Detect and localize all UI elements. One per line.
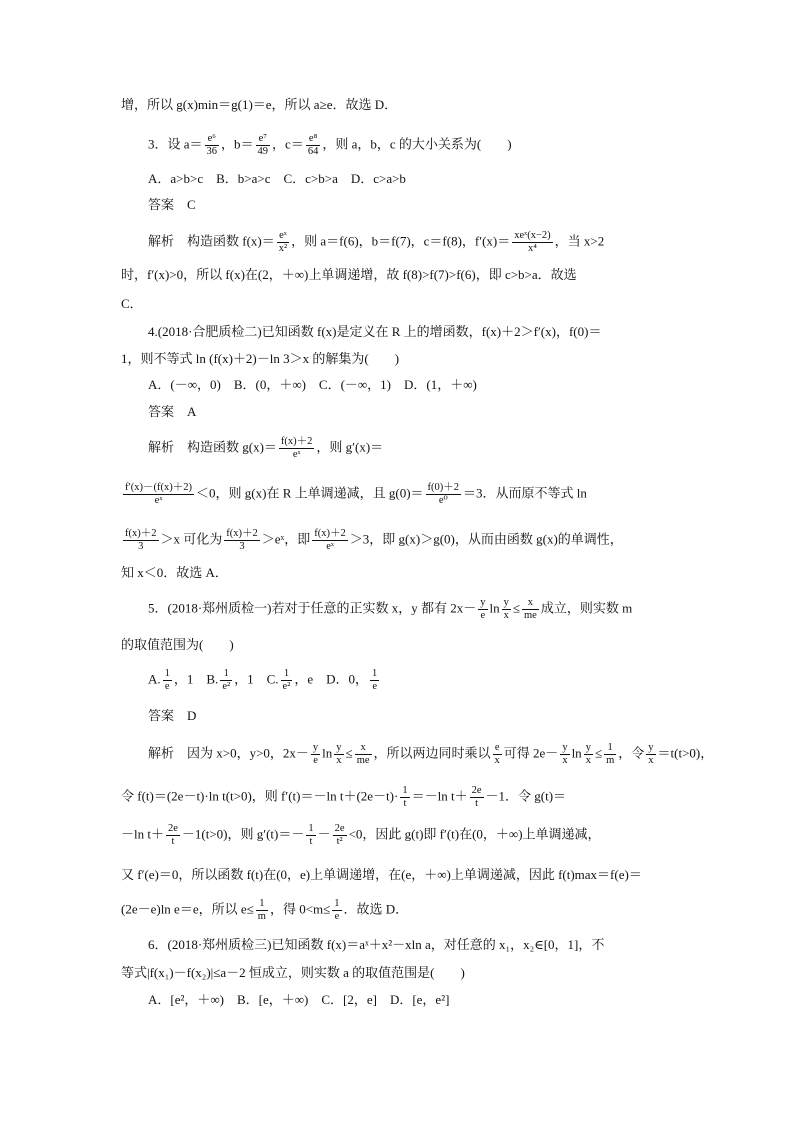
sol-text: 令 f(t)＝(2e－t)·ln t(t>0)，则 f′(t)＝－ln t＋(2e－t)· [121, 788, 399, 804]
question-3-solution-line3: C． [121, 296, 143, 311]
text-line-conclusion: 增，所以 g(x)min＝g(1)＝e，所以 a≥e．故选 D． [121, 97, 398, 112]
fraction [478, 597, 487, 622]
frac-num: x [355, 742, 372, 755]
question-4-solution-line1 [148, 436, 383, 461]
frac-den: me [524, 610, 537, 621]
question-4-solution-line3 [121, 528, 623, 553]
frac-num: 1 [604, 742, 616, 755]
fraction [522, 597, 539, 622]
frac-den: e² [282, 681, 291, 692]
sol-text: 解析 构造函数 g(x)＝ [148, 439, 277, 455]
frac-num: e⁸ [306, 133, 321, 146]
frac-den: e [334, 911, 340, 922]
frac-den: t² [336, 836, 343, 847]
frac-den: eˣ [292, 449, 301, 460]
sol-text: － [317, 826, 331, 842]
q3-stem-tail: ，则 a，b，c 的大小关系为( ) [322, 136, 512, 152]
frac-den: 36 [206, 146, 218, 157]
fraction [334, 742, 343, 767]
question-4-stem-line2: 1，则不等式 ln (f(x)＋2)－ln 3＞x 的解集为( ) [121, 351, 400, 366]
fraction [220, 668, 232, 693]
question-3-stem [148, 133, 512, 158]
frac-num: y [648, 742, 654, 753]
fraction [470, 785, 484, 810]
question-6-stem-line2: 等式|f(x₁)－f(x₂)|≤a－2 恒成立，则实数 a 的取值范围是( ) [121, 965, 465, 980]
frac-num: 1 [372, 668, 378, 679]
frac-num: 1 [334, 898, 340, 909]
question-3-answer: 答案 C [148, 197, 196, 212]
fraction [123, 482, 194, 507]
fraction [166, 823, 180, 848]
frac-num: f(x)＋2 [125, 528, 157, 539]
opt-text: ，1 C. [234, 671, 279, 687]
question-4-answer: 答案 A [148, 404, 197, 419]
question-3-solution-line2: 时，f′(x)>0，所以 f(x)在(2，＋∞)上单调递增，故 f(8)>f(7)>f(6)，即 c>b>a．故选 [121, 267, 577, 282]
fraction-b [256, 133, 271, 158]
fraction [512, 230, 552, 255]
sol-text: ，则 g′(x)＝ [316, 439, 384, 455]
sol-text: －1．令 g(t)＝ [485, 788, 567, 804]
frac-num: f′(x)－(f(x)＋2) [125, 482, 193, 493]
question-5-answer: 答案 D [148, 708, 197, 723]
sol-text: －ln t＋ [121, 826, 164, 842]
sol-text: ＞x 可化为 [160, 531, 223, 547]
sol-text: ＞eˣ，即 [261, 531, 311, 547]
frac-num: 1 [308, 823, 314, 834]
frac-den: e⁰ [438, 495, 448, 506]
stem-text: 5．(2018·郑州质检一)若对于任意的正实数 x，y 都有 2x－ [148, 600, 477, 616]
fraction [333, 823, 347, 848]
frac-den: 64 [307, 146, 319, 157]
frac-num: f(x)＋2 [280, 436, 313, 447]
fraction [277, 230, 289, 255]
frac-num: e⁷ [256, 133, 271, 146]
fraction [584, 742, 593, 767]
frac-num: 1 [281, 668, 293, 681]
frac-den: eˣ [326, 541, 334, 552]
question-5-solution-line4: 又 f′(e)＝0，所以函数 f(t)在(0，e)上单调递增，在(e，＋∞)上单调递减，因此 f(t)max＝f(e)＝ [121, 867, 642, 882]
frac-den: e [372, 681, 377, 692]
sol-text: 解析 因为 x>0，y>0，2x－ [148, 745, 309, 761]
question-6-stem-line1: 6．(2018·郑州质检三)已知函数 f(x)＝aˣ＋x²－xln a，对任意的 x₁，x₂∈[0，1]，不 [148, 937, 605, 952]
frac-den: x [503, 610, 509, 621]
frac-num: e⁶ [205, 133, 220, 146]
q3-stem-a: 3．设 a＝ [148, 136, 203, 152]
stem-text: ln [489, 600, 500, 616]
fraction [370, 668, 379, 693]
frac-den: e² [222, 681, 231, 692]
fraction [493, 742, 502, 767]
frac-num: eˣ [277, 230, 289, 243]
frac-den: 3 [239, 541, 245, 552]
sol-text: ＞3，即 g(x)＞g(0)，从而由函数 g(x)的单调性， [349, 531, 623, 547]
sol-text: ＝－ln t＋ [411, 788, 468, 804]
fraction [306, 823, 315, 848]
frac-den: x [562, 755, 568, 766]
frac-num: y [336, 742, 342, 753]
question-4-solution-line4: 知 x＜0．故选 A． [121, 565, 228, 580]
frac-den: x [336, 755, 342, 766]
fraction [312, 528, 348, 553]
fraction-c [306, 133, 321, 158]
sol-text: ≤ [594, 745, 603, 761]
frac-num: y [562, 742, 568, 753]
frac-num: 2e [471, 785, 482, 796]
question-4-solution-line2 [121, 482, 587, 507]
frac-num: f(x)＋2 [226, 528, 258, 539]
frac-num: e [493, 742, 502, 755]
frac-num: 1 [164, 668, 170, 679]
frac-den: m [257, 911, 266, 922]
sol-text: ，所以两边同时乘以 [373, 745, 491, 761]
opt-text: ，e D．0， [294, 671, 369, 687]
question-5-solution-line3 [121, 823, 601, 848]
fraction [163, 668, 172, 693]
fraction [311, 742, 320, 767]
frac-num: xeˣ(x−2) [514, 230, 551, 241]
frac-den: me [356, 755, 370, 766]
question-5-solution-line5 [121, 898, 408, 923]
fraction [400, 785, 409, 810]
question-5-stem-line1 [148, 597, 632, 622]
frac-den: x⁴ [527, 243, 537, 254]
sol-text: <0，因此 g(t)即 f′(t)在(0，＋∞)上单调递减， [348, 826, 601, 842]
frac-den: 3 [138, 541, 144, 552]
frac-num: f(0)＋2 [427, 482, 460, 493]
sol-text: ，则 a＝f(6)，b＝f(7)，c＝f(8)，f′(x)＝ [291, 233, 511, 249]
frac-num: y [503, 597, 509, 608]
sol-text: 解析 构造函数 f(x)＝ [148, 233, 275, 249]
frac-den: m [606, 755, 615, 766]
question-6-options: A．[e²，＋∞) B．[e，＋∞) C．[2，e] D．[e，e²] [148, 992, 450, 1007]
fraction [646, 742, 655, 767]
fraction [123, 528, 159, 553]
question-3-options: A．a>b>c B．b>a>c C．c>b>a D．c>a>b [148, 171, 406, 186]
frac-den: e [164, 681, 170, 692]
frac-den: x [648, 755, 654, 766]
frac-den: e [480, 610, 486, 621]
fraction [604, 742, 616, 767]
frac-num: y [585, 742, 591, 753]
frac-num: f(x)＋2 [314, 528, 346, 539]
fraction-a [205, 133, 220, 158]
frac-den: t [403, 798, 407, 809]
question-5-solution-line1 [148, 742, 713, 767]
sol-text: ，得 0<m≤ [269, 901, 331, 917]
frac-den: t [309, 836, 313, 847]
frac-den: x [494, 755, 500, 766]
fraction [426, 482, 462, 507]
frac-num: 2e [167, 823, 178, 834]
fraction [332, 898, 341, 923]
fraction [279, 436, 315, 461]
frac-den: x² [278, 243, 288, 254]
question-5-stem-line2: 的取值范围为( ) [121, 637, 234, 652]
sol-text: ．故选 D． [343, 901, 409, 917]
frac-num: 2e [334, 823, 345, 834]
question-4-stem-line1: 4.(2018·合肥质检二)已知函数 f(x)是定义在 R 上的增函数，f(x)＋2＞f′(x)，f(0)＝ [148, 324, 602, 339]
frac-den: eˣ [154, 495, 163, 506]
question-5-options [148, 668, 381, 693]
fraction [256, 898, 268, 923]
q3-stem-c: ，c＝ [272, 136, 304, 152]
frac-num: 1 [220, 668, 232, 681]
sol-text: ＝t(t>0)， [657, 745, 714, 761]
stem-text: ≤ [512, 600, 521, 616]
fraction [502, 597, 511, 622]
sol-text: 可得 2e－ [503, 745, 559, 761]
sol-text: ＝3．从而原不等式 ln [463, 485, 587, 501]
opt-text: A. [148, 671, 161, 687]
opt-text: ，1 B. [173, 671, 219, 687]
sol-text: ln [322, 745, 333, 761]
frac-den: e [313, 755, 318, 766]
frac-den: x [585, 755, 591, 766]
sol-text: －1(t>0)，则 g′(t)＝－ [181, 826, 305, 842]
sol-text: ln [571, 745, 582, 761]
sol-text: ≤ [345, 745, 353, 761]
question-3-solution-line1 [148, 230, 604, 255]
frac-num: y [480, 597, 486, 608]
sol-text: ＜0，则 g(x)在 R 上单调递减，且 g(0)＝ [196, 485, 424, 501]
question-5-solution-line2 [121, 785, 566, 810]
frac-num: y [312, 742, 319, 753]
frac-den: 49 [257, 146, 269, 157]
fraction [224, 528, 260, 553]
sol-text: (2e－e)ln e＝e，所以 e≤ [121, 901, 254, 917]
q3-stem-b: ，b＝ [221, 136, 254, 152]
stem-text: 成立，则实数 m [540, 600, 633, 616]
sol-text: ，当 x>2 [554, 233, 605, 249]
frac-num: 1 [402, 785, 408, 796]
fraction [355, 742, 372, 767]
question-4-options: A．(－∞，0) B．(0，＋∞) C．(－∞，1) D．(1，＋∞) [148, 377, 477, 392]
fraction [560, 742, 569, 767]
frac-den: t [475, 798, 478, 809]
fraction [281, 668, 293, 693]
sol-text: ，令 [618, 745, 645, 761]
frac-den: t [171, 836, 175, 847]
frac-num: x [522, 597, 539, 610]
frac-num: 1 [256, 898, 268, 911]
